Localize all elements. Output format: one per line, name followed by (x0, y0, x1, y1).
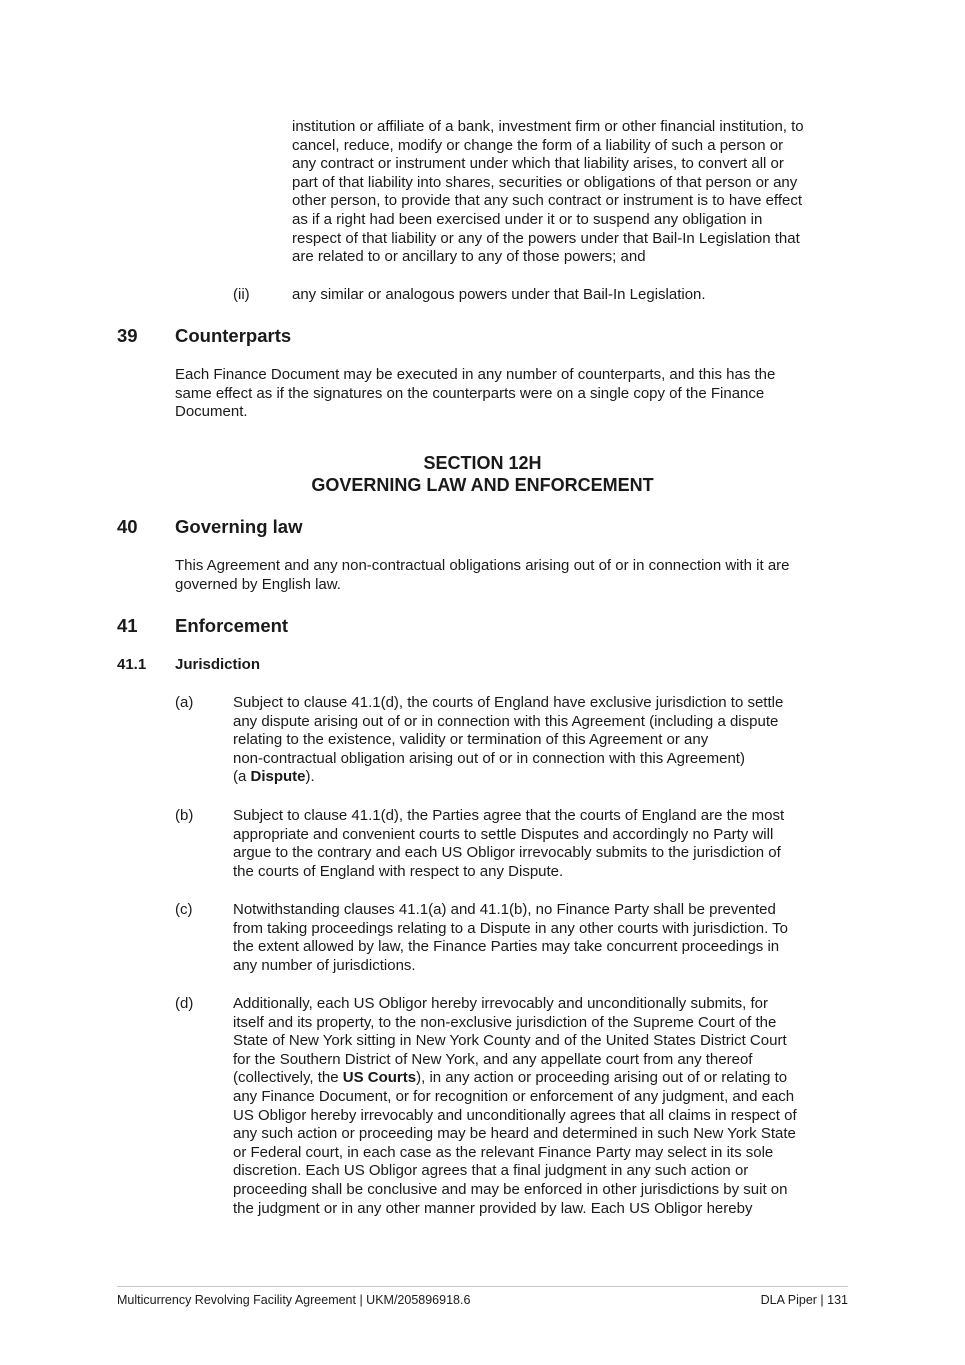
item-d-text (233, 995, 863, 1218)
item-c-label: (c) (175, 901, 193, 918)
defined-term-us-courts: US Courts (342, 1069, 417, 1087)
clause-39-number: 39 (117, 325, 138, 346)
item-a-pre: (a (233, 768, 251, 786)
item-a-body: Subject to clause 41.1(d), the courts of England have exclusive jurisdiction to settle any dispute arising out of or in connection with this Agreement (including a dispute relating to the existence, validity or termination of this Agreement or any non-contractual obligation arising out of or in connection with this Agreement) (233, 694, 784, 767)
clause-41-title: Enforcement (175, 615, 289, 636)
clause-41-1-title: Jurisdiction (175, 656, 261, 673)
section-heading-line1: SECTION 12H (423, 453, 542, 473)
item-ii-label: (ii) (233, 286, 250, 303)
item-d-label: (d) (175, 995, 194, 1012)
clause-39-text: Each Finance Document may be executed in any number of counterparts, and this has the same effect as if the signatures on the counterparts were on a single copy of the Finance Document. (175, 366, 776, 421)
item-c-text: Notwithstanding clauses 41.1(a) and 41.1(b), no Finance Party shall be prevented from taking proceedings relating to a Dispute in any other courts with jurisdiction. To the extent allowed by law, the Finance Parties may take concurrent proceedings in any number of jurisdictions. (233, 901, 789, 974)
item-b-text: Subject to clause 41.1(d), the Parties agree that the courts of England are the most appropriate and convenient courts to settle Disputes and accordingly no Party will argue to the contrary and each US Obligor irrevocably submits to the jurisdiction of the courts of England with respect to any Dispute. (233, 807, 785, 880)
clause-41-number: 41 (117, 615, 138, 636)
defined-term-dispute: Dispute (250, 768, 306, 786)
clause-41-1-number: 41.1 (117, 656, 147, 673)
item-a-text (233, 694, 863, 787)
footer-page-number: DLA Piper | 131 (760, 1293, 848, 1307)
section-heading-line2: GOVERNING LAW AND ENFORCEMENT (311, 475, 654, 495)
continuation-paragraph: institution or affiliate of a bank, investment firm or other financial institution, to cancel, reduce, modify or change the form of a liability of such a person or any contract or instrument under which that liability arises, to convert all or part of that liability into shares, securities or obligations of that person or any other person, to provide that any such contract or instrument is to have effect as if a right had been exercised under it or to suspend any obligation in respect of that liability or any of the powers under that Bail-In Legislation that are related to or ancillary to any of those powers; and (292, 118, 804, 266)
item-ii-text: any similar or analogous powers under that Bail-In Legislation. (292, 286, 706, 303)
footer-document-title: Multicurrency Revolving Facility Agreement | UKM/205896918.6 (117, 1293, 471, 1307)
clause-40-number: 40 (117, 516, 138, 537)
item-d-before: Additionally, each US Obligor hereby irrevocably and unconditionally submits, for itself and its property, to the non-exclusive jurisdiction of the Supreme Court of the State of New York sitting in New York County and of the United States District Court for the Southern District of New York, and any appellate court from any thereof (collectively, the (233, 995, 787, 1087)
item-a-label: (a) (175, 694, 194, 711)
item-b-label: (b) (175, 807, 194, 824)
item-a-post: ). (305, 768, 315, 786)
footer-divider (117, 1286, 848, 1287)
item-d-after: ), in any action or proceeding arising out of or relating to any Finance Document, or for recognition or enforcement of any judgment, and each US Obligor hereby irrevocably and unconditionally agrees that all claims in respect of any such action or proceeding may be heard and determined in such New York State or Federal court, in each case as the relevant Finance Party may select in its sole discretion. Each US Obligor agrees that a final judgment in any such action or proceeding shall be conclusive and may be enforced in other jurisdictions by suit on the judgment or in any other manner provided by law. Each US Obligor hereby (233, 1069, 797, 1217)
clause-40-title: Governing law (175, 516, 303, 537)
clause-40-text: This Agreement and any non-contractual obligations arising out of or in connection with it are governed by English law. (175, 557, 790, 593)
clause-39-title: Counterparts (175, 325, 292, 346)
